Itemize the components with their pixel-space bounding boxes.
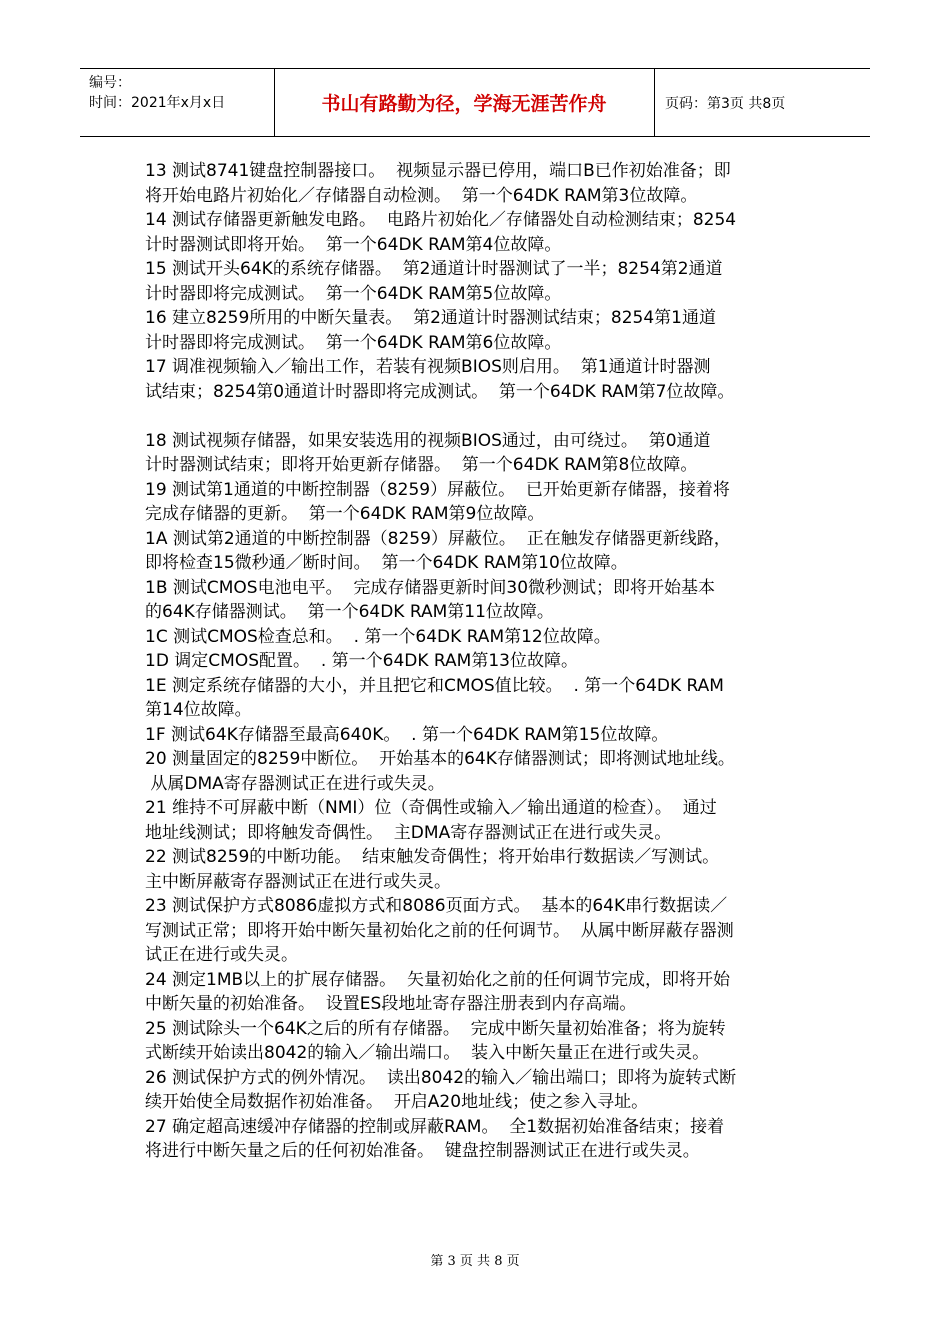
text-line: 第14位故障。: [145, 700, 252, 720]
text-line: 14 测试存储器更新触发电路。 电路片初始化／存储器处自动检测结束；8254: [145, 210, 737, 230]
text-line: 计时器测试结束；即将开始更新存储器。 第一个64DK RAM第8位故障。: [145, 455, 698, 475]
text-line: 1B 测试CMOS电池电平。 完成存储器更新时间30微秒测试；即将开始基本: [145, 577, 716, 598]
text-line: 23 测试保护方式8086虚拟方式和8086页面方式。 基本的64K串行数据读／: [145, 896, 728, 916]
text-line: 试正在进行或失灵。: [145, 945, 298, 965]
text-line: 21 维持不可屏蔽中断（NMI）位（奇偶性或输入／输出通道的检查）。 通过: [145, 798, 717, 818]
page-footer: 第 3 页 共 8 页: [430, 1254, 520, 1269]
doc-time-label: 时间：2021年x月x日: [89, 95, 226, 111]
text-line: 即将检查15微秒通／断时间。 第一个64DK RAM第10位故障。: [145, 553, 628, 573]
header-meta: [89, 73, 225, 113]
text-line: 1D 调定CMOS配置。 . 第一个64DK RAM第13位故障。: [145, 651, 578, 671]
doc-number-label: 编号：: [89, 75, 131, 91]
text-line: 16 建立8259所用的中断矢量表。 第2通道计时器测试结束；8254第1通道: [145, 308, 717, 328]
text-line: 18 测试视频存储器，如果安装选用的视频BIOS通过，由可绕过。 第0通道: [145, 430, 711, 451]
text-line: 1E 测定系统存储器的大小，并且把它和CMOS值比较。 . 第一个64DK RAM: [145, 675, 724, 696]
text-line: 试结束；8254第0通道计时器即将完成测试。 第一个64DK RAM第7位故障。: [145, 381, 735, 402]
header-divider: [654, 69, 655, 136]
text-line: 19 测试第1通道的中断控制器（8259）屏蔽位。 已开始更新存储器，接着将: [145, 479, 730, 500]
header-page-info: 页码：第3页 共8页: [665, 95, 786, 112]
text-line: 主中断屏蔽寄存器测试正在进行或失灵。: [145, 871, 451, 892]
document-body: [145, 159, 817, 1164]
text-line: 将进行中断矢量之后的任何初始准备。 键盘控制器测试正在进行或失灵。: [145, 1141, 700, 1161]
text-line: 17 调准视频输入／输出工作，若装有视频BIOS则启用。 第1通道计时器测: [145, 357, 711, 377]
text-line: 从属DMA寄存器测试正在进行或失灵。: [145, 773, 445, 794]
text-line: 13 测试8741键盘控制器接口。 视频显示器已停用，端口B已作初始准备；即: [145, 161, 731, 181]
text-line: 22 测试8259的中断功能。 结束触发奇偶性；将开始串行数据读／写测试。: [145, 847, 720, 867]
text-line: 完成存储器的更新。 第一个64DK RAM第9位故障。: [145, 504, 545, 524]
text-line: 20 测量固定的8259中断位。 开始基本的64K存储器测试；即将测试地址线。: [145, 749, 735, 769]
page-header: [80, 68, 870, 137]
text-line: 计时器测试即将开始。 第一个64DK RAM第4位故障。: [145, 234, 562, 255]
blank-line: [145, 404, 817, 429]
text-line: 24 测定1MB以上的扩展存储器。 矢量初始化之前的任何调节完成，即将开始: [145, 969, 730, 990]
text-line: 计时器即将完成测试。 第一个64DK RAM第6位故障。: [145, 332, 562, 353]
text-line: 1C 测试CMOS检查总和。 . 第一个64DK RAM第12位故障。: [145, 626, 611, 647]
text-line: 续开始使全局数据作初始准备。 开启A20地址线；使之参入寻址。: [145, 1092, 649, 1112]
text-line: 写测试正常；即将开始中断矢量初始化之前的任何调节。 从属中断屏蔽存器测: [145, 920, 734, 941]
text-line: 地址线测试；即将触发奇偶性。 主DMA寄存器测试正在进行或失灵。: [145, 822, 672, 843]
text-line: 计时器即将完成测试。 第一个64DK RAM第5位故障。: [145, 283, 562, 304]
text-line: 25 测试除头一个64K之后的所有存储器。 完成中断矢量初始准备；将为旋转: [145, 1018, 726, 1039]
text-line: 式断续开始读出8042的输入／输出端口。 装入中断矢量正在进行或失灵。: [145, 1043, 710, 1063]
text-line: 27 确定超高速缓冲存储器的控制或屏蔽RAM。 全1数据初始准备结束；接着: [145, 1116, 725, 1137]
text-line: 15 测试开头64K的系统存储器。 第2通道计时器测试了一半；8254第2通道: [145, 259, 723, 279]
text-line: 1F 测试64K存储器至最高640K。 . 第一个64DK RAM第15位故障。: [145, 724, 669, 745]
text-line: 1A 测试第2通道的中断控制器（8259）屏蔽位。 正在触发存储器更新线路，: [145, 528, 731, 549]
text-line: 26 测试保护方式的例外情况。 读出8042的输入／输出端口；即将为旋转式断: [145, 1067, 737, 1088]
text-line: 中断矢量的初始准备。 设置ES段地址寄存器注册表到内存高端。: [145, 994, 637, 1014]
text-line: 的64K存储器测试。 第一个64DK RAM第11位故障。: [145, 602, 554, 622]
header-motto: 书山有路勤为径，学海无涯苦作舟: [321, 93, 607, 115]
text-line: 将开始电路片初始化／存储器自动检测。 第一个64DK RAM第3位故障。: [145, 185, 698, 206]
